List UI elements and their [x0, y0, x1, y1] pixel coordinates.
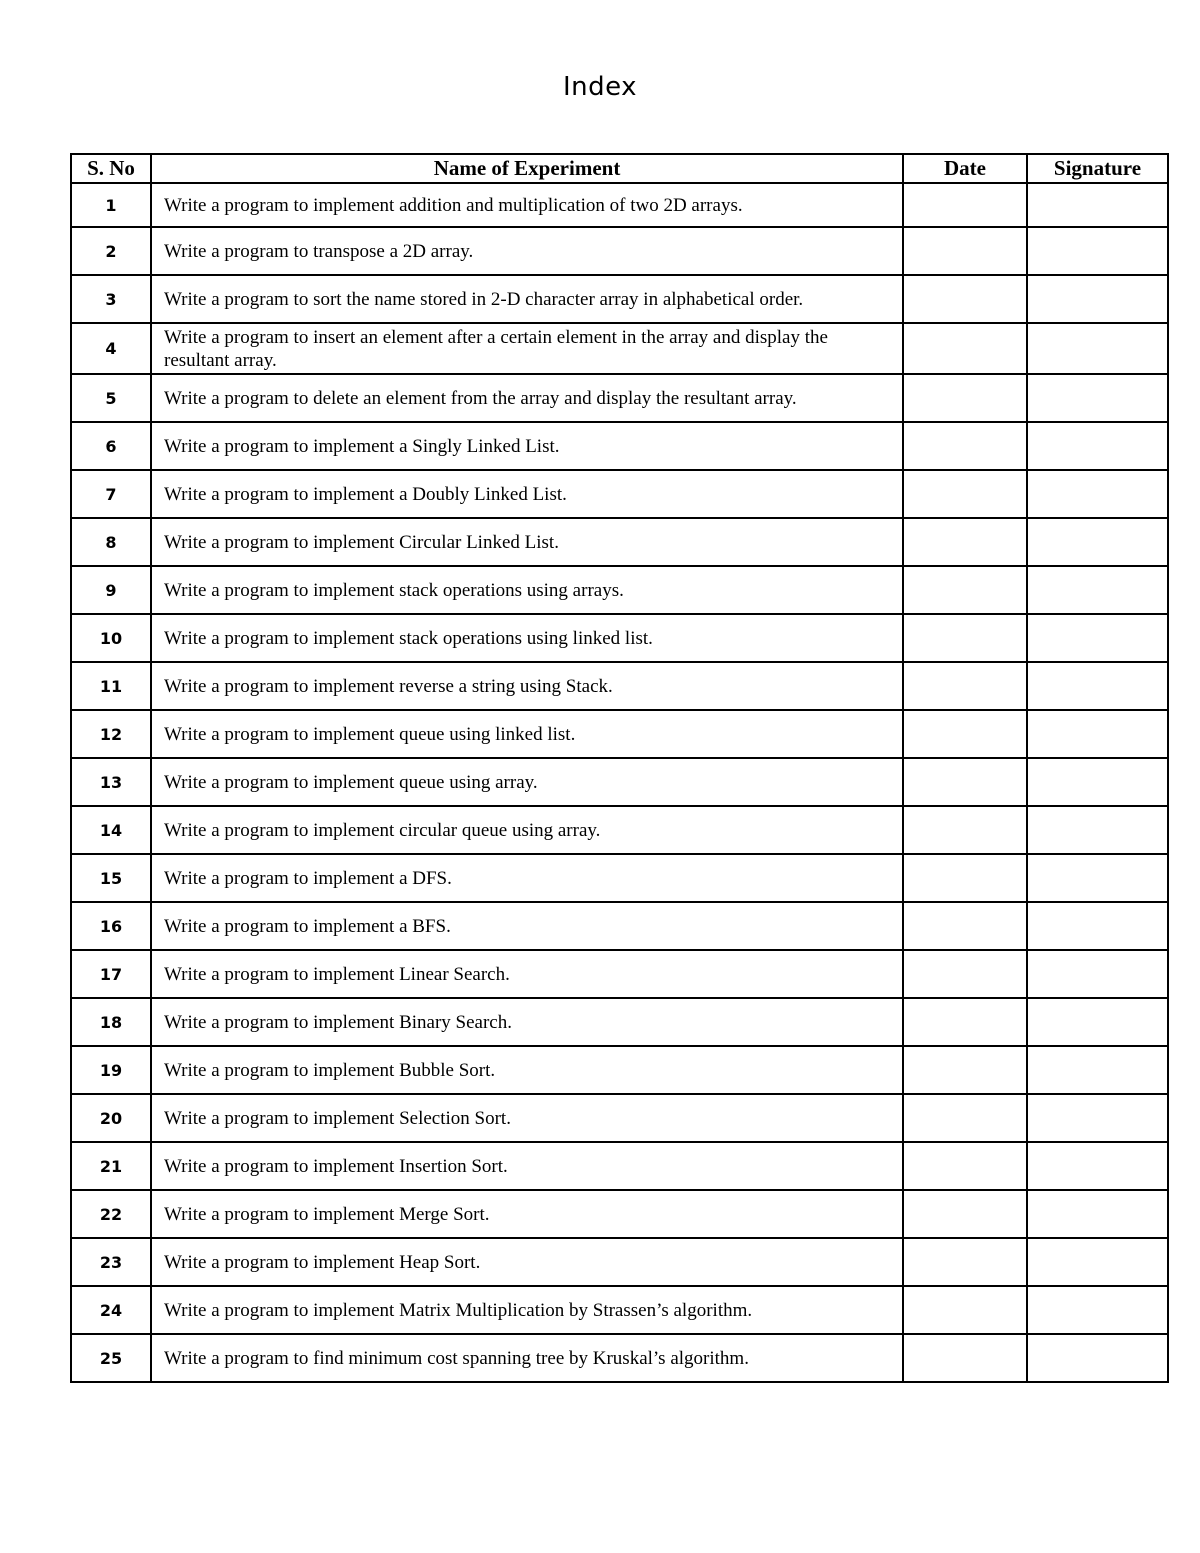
- signature-cell: [1027, 1142, 1168, 1190]
- signature-cell: [1027, 183, 1168, 227]
- table-row: [71, 275, 1168, 323]
- table-row: [71, 710, 1168, 758]
- sno-cell: 21: [71, 1142, 151, 1190]
- table-row: [71, 227, 1168, 275]
- sno-cell: 17: [71, 950, 151, 998]
- experiment-name-cell: Write a program to implement addition and multiplication of two 2D arrays.: [151, 183, 903, 227]
- table-row: [71, 1334, 1168, 1382]
- experiment-name-cell: Write a program to implement stack operations using arrays.: [151, 566, 903, 614]
- date-cell: [903, 374, 1027, 422]
- table-row: [71, 183, 1168, 227]
- experiment-name-cell: Write a program to implement queue using array.: [151, 758, 903, 806]
- experiment-name-cell: Write a program to implement queue using linked list.: [151, 710, 903, 758]
- experiment-name-cell: Write a program to implement circular queue using array.: [151, 806, 903, 854]
- date-cell: [903, 470, 1027, 518]
- experiment-name-cell: Write a program to implement a BFS.: [151, 902, 903, 950]
- signature-cell: [1027, 1286, 1168, 1334]
- table-row: [71, 1238, 1168, 1286]
- date-cell: [903, 227, 1027, 275]
- table-row: [71, 374, 1168, 422]
- signature-cell: [1027, 470, 1168, 518]
- experiment-name-cell: Write a program to implement Linear Search.: [151, 950, 903, 998]
- date-cell: [903, 758, 1027, 806]
- table-row: [71, 1142, 1168, 1190]
- sno-cell: 25: [71, 1334, 151, 1382]
- signature-cell: [1027, 1046, 1168, 1094]
- experiment-name-cell: Write a program to implement a Singly Linked List.: [151, 422, 903, 470]
- signature-cell: [1027, 422, 1168, 470]
- sno-cell: 14: [71, 806, 151, 854]
- signature-cell: [1027, 518, 1168, 566]
- signature-cell: [1027, 566, 1168, 614]
- experiment-name-cell: Write a program to implement stack operations using linked list.: [151, 614, 903, 662]
- sno-cell: 22: [71, 1190, 151, 1238]
- signature-cell: [1027, 1238, 1168, 1286]
- table-row: [71, 662, 1168, 710]
- table-row: [71, 758, 1168, 806]
- date-cell: [903, 1286, 1027, 1334]
- experiment-name-cell: Write a program to implement a DFS.: [151, 854, 903, 902]
- table-row: [71, 518, 1168, 566]
- date-cell: [903, 518, 1027, 566]
- table-row: [71, 854, 1168, 902]
- date-cell: [903, 183, 1027, 227]
- sno-cell: 13: [71, 758, 151, 806]
- table-row: [71, 470, 1168, 518]
- signature-cell: [1027, 854, 1168, 902]
- table-row: [71, 806, 1168, 854]
- date-cell: [903, 614, 1027, 662]
- sno-cell: 2: [71, 227, 151, 275]
- experiment-name-cell: Write a program to transpose a 2D array.: [151, 227, 903, 275]
- sno-cell: 4: [71, 323, 151, 374]
- date-cell: [903, 854, 1027, 902]
- date-cell: [903, 662, 1027, 710]
- sno-cell: 7: [71, 470, 151, 518]
- sno-cell: 9: [71, 566, 151, 614]
- table-row: [71, 614, 1168, 662]
- signature-cell: [1027, 998, 1168, 1046]
- header-sno: S. No: [71, 154, 151, 183]
- experiment-name-cell: Write a program to implement Binary Search.: [151, 998, 903, 1046]
- experiment-name-cell: Write a program to sort the name stored in 2-D character array in alphabetical order.: [151, 275, 903, 323]
- date-cell: [903, 1334, 1027, 1382]
- date-cell: [903, 1046, 1027, 1094]
- table-row: [71, 998, 1168, 1046]
- experiment-name-cell: Write a program to implement Matrix Multiplication by Strassen’s algorithm.: [151, 1286, 903, 1334]
- sno-cell: 16: [71, 902, 151, 950]
- experiment-name-cell: Write a program to implement Bubble Sort.: [151, 1046, 903, 1094]
- experiment-name-cell: Write a program to implement reverse a string using Stack.: [151, 662, 903, 710]
- date-cell: [903, 1190, 1027, 1238]
- date-cell: [903, 710, 1027, 758]
- table-row: [71, 566, 1168, 614]
- signature-cell: [1027, 275, 1168, 323]
- page-title: Index: [562, 72, 638, 102]
- experiment-name-cell: Write a program to implement Merge Sort.: [151, 1190, 903, 1238]
- sno-cell: 1: [71, 183, 151, 227]
- experiment-index-table: [70, 153, 1169, 1383]
- signature-cell: [1027, 662, 1168, 710]
- date-cell: [903, 323, 1027, 374]
- sno-cell: 5: [71, 374, 151, 422]
- signature-cell: [1027, 758, 1168, 806]
- date-cell: [903, 1238, 1027, 1286]
- date-cell: [903, 566, 1027, 614]
- experiment-name-cell: Write a program to delete an element from the array and display the resultant array.: [151, 374, 903, 422]
- table-header-row: [71, 154, 1168, 183]
- table-row: [71, 1094, 1168, 1142]
- sno-cell: 3: [71, 275, 151, 323]
- signature-cell: [1027, 1334, 1168, 1382]
- header-date: Date: [903, 154, 1027, 183]
- sno-cell: 19: [71, 1046, 151, 1094]
- header-name: Name of Experiment: [151, 154, 903, 183]
- date-cell: [903, 422, 1027, 470]
- experiment-name-cell: Write a program to insert an element after a certain element in the array and display the resultant array.: [151, 323, 903, 374]
- signature-cell: [1027, 1190, 1168, 1238]
- experiment-name-cell: Write a program to implement Heap Sort.: [151, 1238, 903, 1286]
- experiment-name-cell: Write a program to implement a Doubly Linked List.: [151, 470, 903, 518]
- signature-cell: [1027, 374, 1168, 422]
- table-row: [71, 1046, 1168, 1094]
- table-row: [71, 950, 1168, 998]
- experiment-name-cell: Write a program to find minimum cost spanning tree by Kruskal’s algorithm.: [151, 1334, 903, 1382]
- sno-cell: 18: [71, 998, 151, 1046]
- date-cell: [903, 275, 1027, 323]
- experiment-name-cell: Write a program to implement Selection Sort.: [151, 1094, 903, 1142]
- sno-cell: 6: [71, 422, 151, 470]
- date-cell: [903, 806, 1027, 854]
- sno-cell: 10: [71, 614, 151, 662]
- signature-cell: [1027, 323, 1168, 374]
- sno-cell: 11: [71, 662, 151, 710]
- table-row: [71, 323, 1168, 374]
- sno-cell: 20: [71, 1094, 151, 1142]
- signature-cell: [1027, 614, 1168, 662]
- sno-cell: 15: [71, 854, 151, 902]
- sno-cell: 8: [71, 518, 151, 566]
- table-row: [71, 422, 1168, 470]
- sno-cell: 23: [71, 1238, 151, 1286]
- sno-cell: 12: [71, 710, 151, 758]
- header-signature: Signature: [1027, 154, 1168, 183]
- sno-cell: 24: [71, 1286, 151, 1334]
- date-cell: [903, 902, 1027, 950]
- signature-cell: [1027, 710, 1168, 758]
- signature-cell: [1027, 902, 1168, 950]
- signature-cell: [1027, 950, 1168, 998]
- table-row: [71, 902, 1168, 950]
- signature-cell: [1027, 227, 1168, 275]
- table-row: [71, 1286, 1168, 1334]
- table-body: [71, 183, 1168, 1382]
- experiment-name-cell: Write a program to implement Insertion Sort.: [151, 1142, 903, 1190]
- signature-cell: [1027, 1094, 1168, 1142]
- signature-cell: [1027, 806, 1168, 854]
- date-cell: [903, 1094, 1027, 1142]
- date-cell: [903, 998, 1027, 1046]
- date-cell: [903, 950, 1027, 998]
- table-row: [71, 1190, 1168, 1238]
- date-cell: [903, 1142, 1027, 1190]
- experiment-name-cell: Write a program to implement Circular Linked List.: [151, 518, 903, 566]
